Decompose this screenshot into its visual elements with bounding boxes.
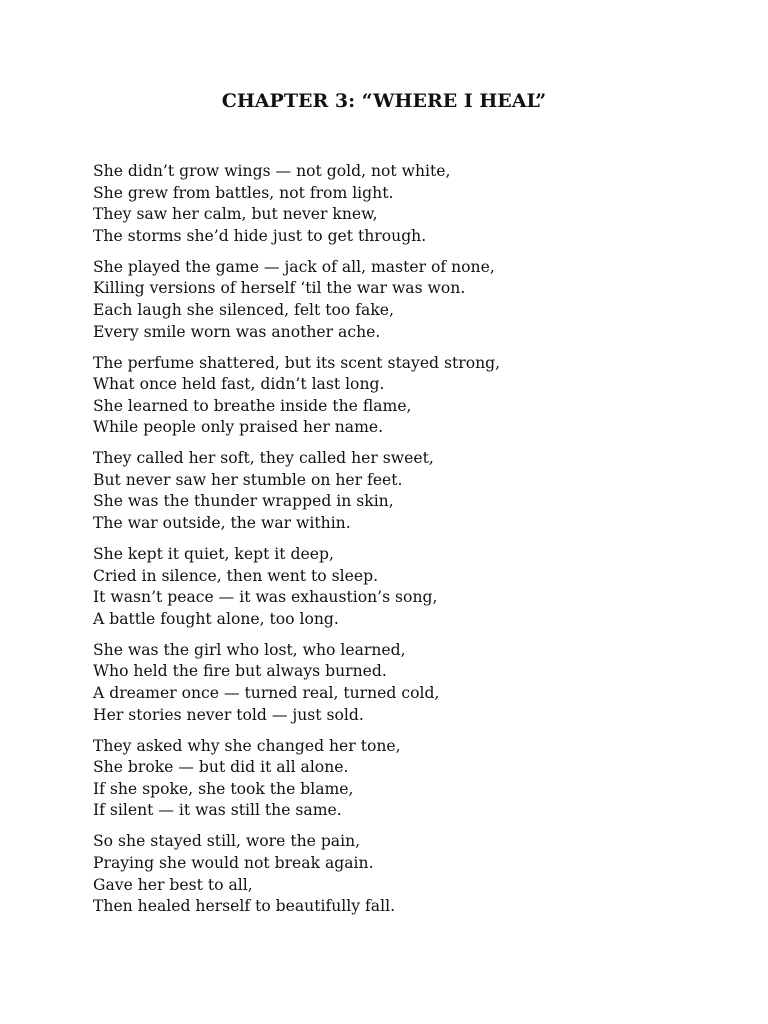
- poem-line: She learned to breathe inside the flame,: [93, 396, 412, 415]
- poem-line: Her stories never told — just sold.: [93, 705, 364, 724]
- poem-line: Gave her best to all,: [93, 875, 253, 894]
- poem-line: The war outside, the war within.: [93, 514, 351, 533]
- poem-line: So she stayed still, wore the pain,: [93, 832, 361, 851]
- poem-line: It wasn’t peace — it was exhaustion’s song,: [93, 588, 438, 607]
- poem-line: A dreamer once — turned real, turned cold,: [93, 684, 440, 703]
- poem-line: They called her soft, they called her sweet,: [93, 449, 434, 468]
- poem-line: She broke — but did it all alone.: [93, 758, 349, 777]
- chapter-title: CHAPTER 3: “WHERE I HEAL”: [221, 90, 547, 112]
- poem-line: She played the game — jack of all, master of none,: [93, 257, 495, 276]
- poem-line: If she spoke, she took the blame,: [93, 779, 354, 798]
- poem-body: [93, 161, 693, 927]
- stanza-6: [93, 640, 693, 726]
- stanza-8: [93, 831, 693, 917]
- poem-line: The storms she’d hide just to get through.: [93, 226, 427, 245]
- poem-line: The perfume shattered, but its scent stayed strong,: [93, 353, 501, 372]
- poem-line: She kept it quiet, kept it deep,: [93, 545, 334, 564]
- poem-line: What once held fast, didn’t last long.: [93, 375, 385, 394]
- poem-line: Killing versions of herself ‘til the war was won.: [93, 279, 466, 298]
- poem-line: She didn’t grow wings — not gold, not white,: [93, 162, 451, 180]
- poem-line: She was the thunder wrapped in skin,: [93, 492, 394, 511]
- poem-line: Who held the fire but always burned.: [93, 662, 387, 681]
- stanza-3: [93, 353, 693, 439]
- poem-line: They asked why she changed her tone,: [93, 736, 401, 755]
- stanza-5: [93, 544, 693, 630]
- stanza-4: [93, 448, 693, 534]
- poem-line: But never saw her stumble on her feet.: [93, 470, 403, 489]
- poem-line: If silent — it was still the same.: [93, 801, 342, 820]
- poem-line: A battle fought alone, too long.: [93, 609, 339, 628]
- poem-line: She was the girl who lost, who learned,: [93, 640, 406, 659]
- poem-line: While people only praised her name.: [93, 418, 384, 437]
- stanza-2: [93, 257, 693, 343]
- poem-line: Each laugh she silenced, felt too fake,: [93, 300, 394, 319]
- poem-line: Every smile worn was another ache.: [93, 322, 381, 341]
- poem-line: Praying she would not break again.: [93, 853, 374, 872]
- poem-line: Then healed herself to beautifully fall.: [93, 897, 396, 916]
- poem-line: She grew from battles, not from light.: [93, 183, 394, 202]
- poem-line: They saw her calm, but never knew,: [93, 205, 378, 224]
- stanza-7: [93, 736, 693, 822]
- poem-line: Cried in silence, then went to sleep.: [93, 566, 379, 585]
- stanza-1: [93, 161, 693, 247]
